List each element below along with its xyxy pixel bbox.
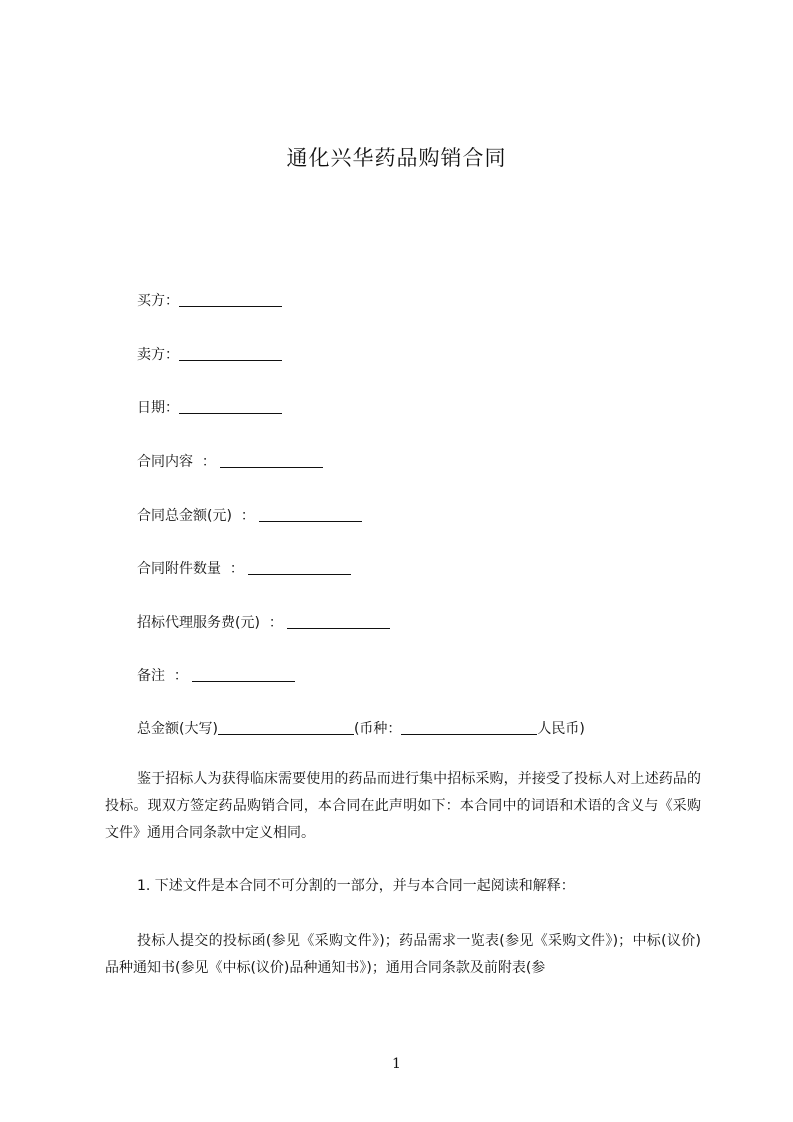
date-field <box>137 399 282 417</box>
seller-label: 卖方： <box>137 347 179 363</box>
total-amount-field <box>137 507 362 525</box>
total-upper-field <box>137 720 585 738</box>
remarks-field <box>137 667 295 685</box>
content-field <box>137 453 323 471</box>
agency-fee-label: 招标代理服务费(元) ： <box>137 615 283 631</box>
total-upper-label: 总金额(大写) <box>137 721 218 737</box>
documents-list-paragraph: 投标人提交的投标函(参见《采购文件》)；药品需求一览表(参见《采购文件》)；中标(议价)品种通知书(参见《中标(议价)品种通知书》)；通用合同条款及前附表(参 <box>105 933 701 976</box>
seller-blank[interactable] <box>179 346 282 361</box>
total-amount-label: 合同总金额(元) ： <box>137 508 255 524</box>
remarks-blank[interactable] <box>192 667 295 682</box>
seller-field <box>137 346 282 364</box>
content-label: 合同内容 ： <box>137 454 216 470</box>
date-blank[interactable] <box>179 399 282 414</box>
buyer-field <box>137 292 282 310</box>
total-upper-blank[interactable] <box>218 720 354 735</box>
page-number: 1 <box>392 1056 401 1072</box>
agency-fee-field <box>137 614 390 632</box>
attachments-blank[interactable] <box>248 560 351 575</box>
attachments-field <box>137 560 351 578</box>
buyer-blank[interactable] <box>179 292 282 307</box>
date-label: 日期： <box>137 400 179 416</box>
currency-value: 人民币) <box>537 721 585 737</box>
remarks-label: 备注 ： <box>137 668 188 684</box>
currency-label: (币种： <box>353 721 402 737</box>
content-blank[interactable] <box>220 453 323 468</box>
currency-blank[interactable] <box>401 720 537 735</box>
buyer-label: 买方： <box>137 293 179 309</box>
preamble-paragraph: 鉴于招标人为获得临床需要使用的药品而进行集中招标采购，并接受了投标人对上述药品的投标。现双方签定药品购销合同，本合同在此声明如下：本合同中的词语和术语的含义与《采购文件》通用合同条款中定义相同。 <box>105 771 701 841</box>
clause-1-paragraph: 1. 下述文件是本合同不可分割的一部分，并与本合同一起阅读和解释： <box>137 878 575 894</box>
attachments-label: 合同附件数量 ： <box>137 561 244 577</box>
agency-fee-blank[interactable] <box>287 614 390 629</box>
total-amount-blank[interactable] <box>259 507 362 522</box>
document-title: 通化兴华药品购销合同 <box>286 146 507 170</box>
